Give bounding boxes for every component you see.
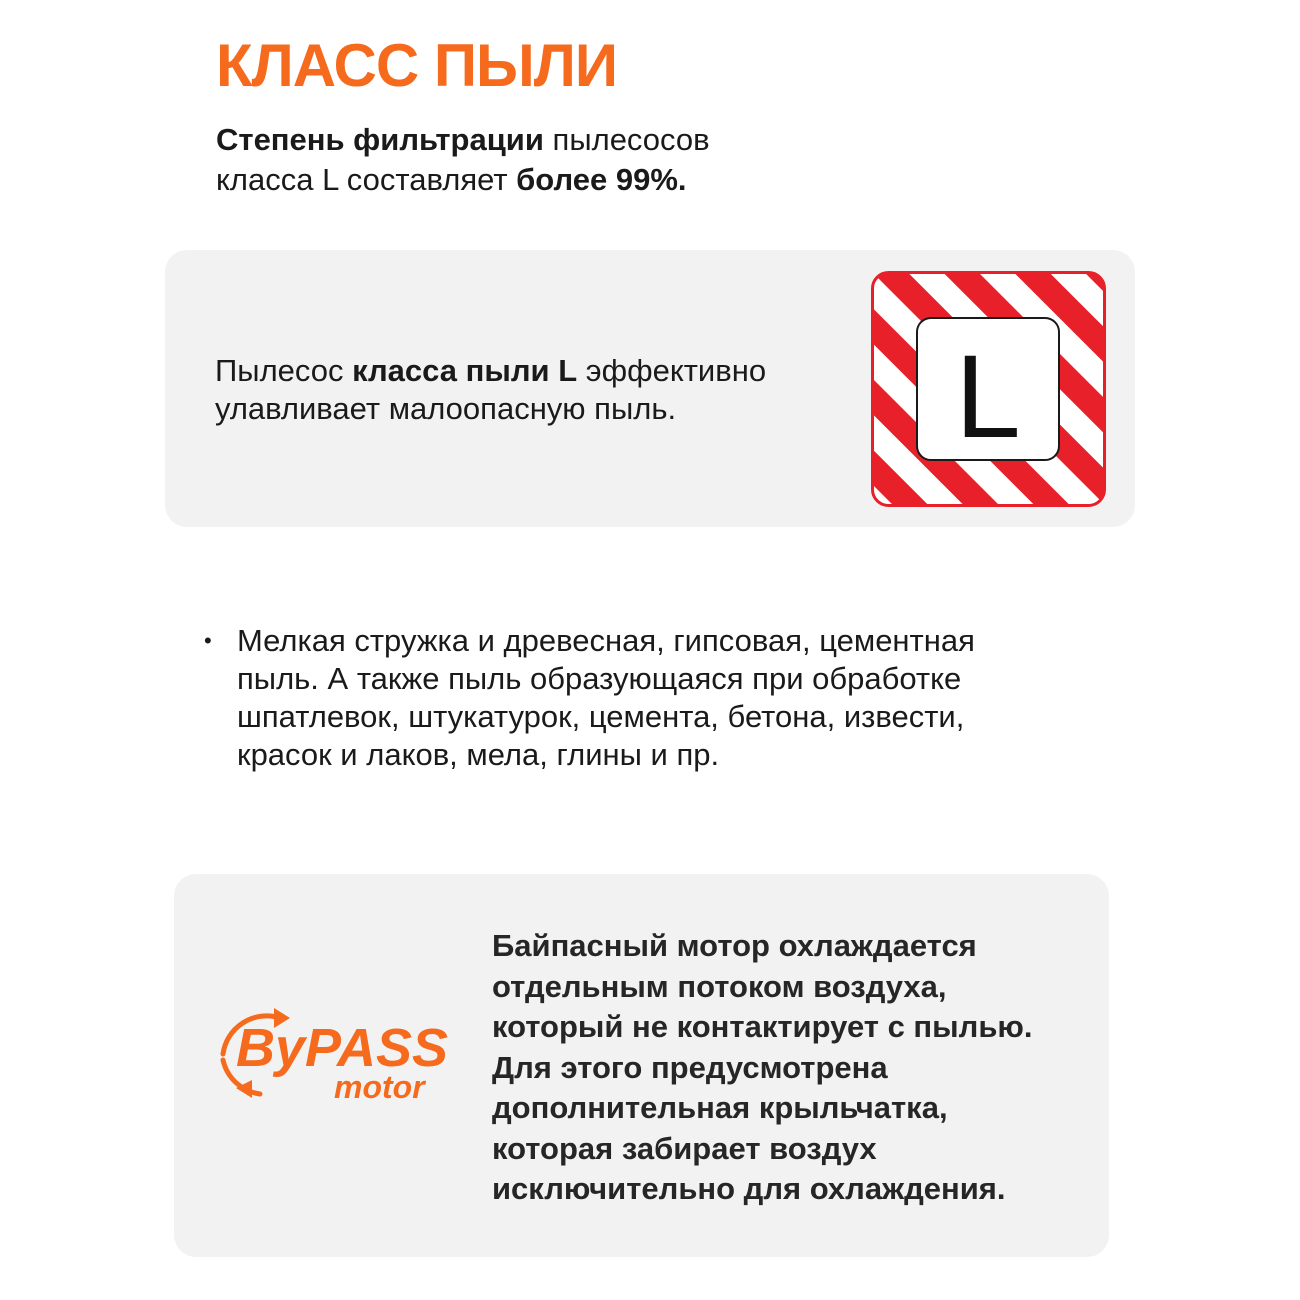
list-item-line: Мелкая стружка и древесная, гипсовая, цементная [237, 623, 975, 658]
description-line: отдельным потоком воздуха, [492, 968, 947, 1004]
bypass-motor-card [174, 874, 1109, 1257]
badge-letter: L [955, 331, 1021, 463]
intro-bold-phrase: Степень фильтрации [216, 122, 544, 157]
list-item-line: шпатлевок, штукатурок, цемента, бетона, извести, [237, 699, 965, 734]
description-line: который не контактирует с пылью. [492, 1009, 1033, 1044]
dust-class-card [165, 250, 1135, 527]
description-part: Пылесос [215, 353, 353, 388]
dust-types-list [204, 622, 975, 774]
description-line: Для этого предусмотрена [492, 1049, 888, 1085]
bypass-motor-logo-icon [214, 1002, 464, 1102]
bypass-motor-description [492, 926, 1032, 1210]
list-item [204, 622, 975, 774]
logo-text-main: ByPASS [236, 1018, 449, 1078]
description-line: дополнительная крыльчатка, [492, 1090, 948, 1125]
description-part: улавливает малоопасную пыль. [215, 391, 677, 426]
description-line: исключительно для охлаждения. [492, 1171, 1006, 1206]
intro-text-part: класса L составляет [216, 162, 517, 197]
description-part: эффективно [577, 353, 767, 388]
list-item-line: пыль. А также пыль образующаяся при обработке [237, 661, 962, 696]
description-bold: класса пыли L [352, 353, 578, 388]
list-item-line: красок и лаков, мела, глины и пр. [237, 737, 720, 772]
logo-text-sub: motor [334, 1069, 425, 1102]
page-title: КЛАСС ПЫЛИ [216, 32, 617, 99]
description-line: Байпасный мотор охлаждается [492, 928, 977, 963]
dust-class-description [215, 352, 766, 428]
bullet-marker: • [204, 628, 212, 653]
intro-text [216, 120, 710, 200]
intro-bold-value: более 99%. [516, 162, 687, 197]
description-line: которая забирает воздух [492, 1130, 877, 1166]
intro-text-part: пылесосов [543, 122, 710, 157]
dust-class-l-badge-icon [871, 271, 1106, 507]
